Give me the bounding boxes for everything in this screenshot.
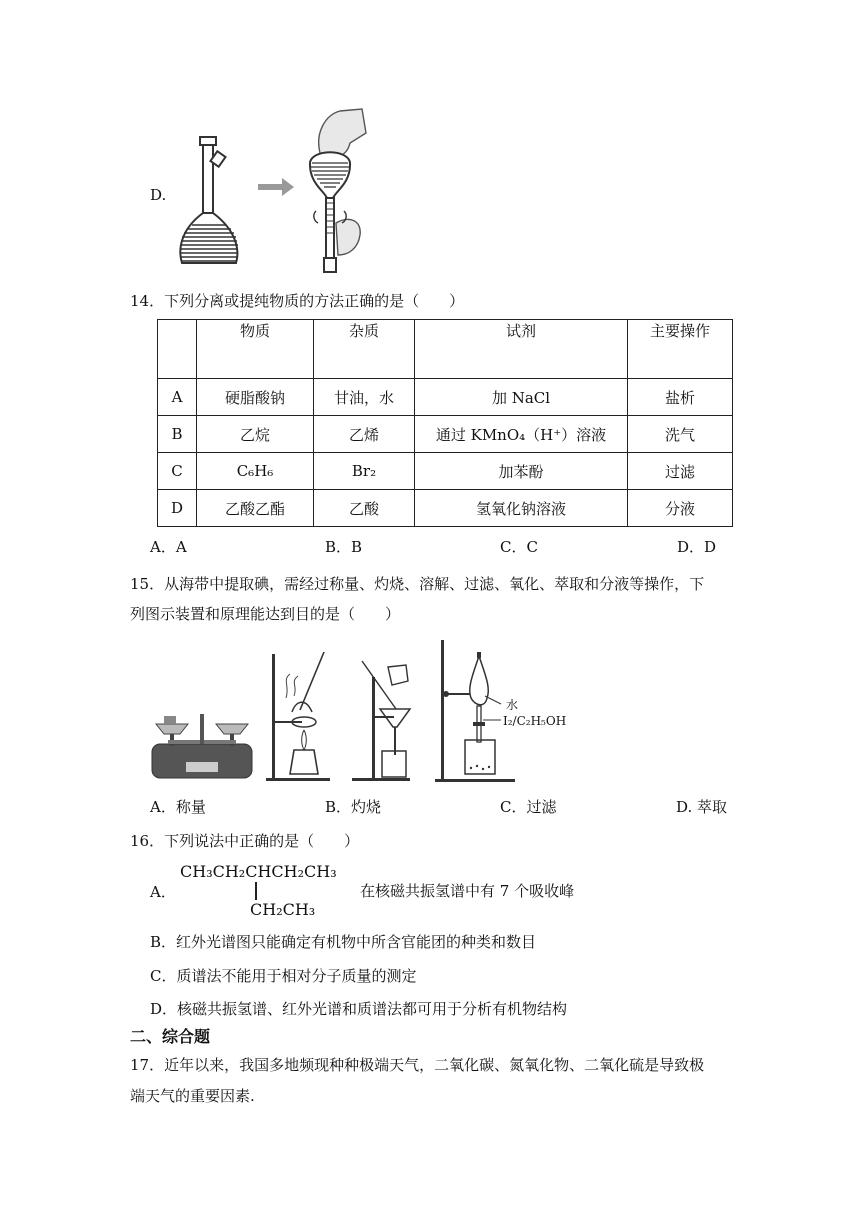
q16-option-a-text: 在核磁共振氢谱中有 7 个吸收峰: [360, 882, 575, 900]
q16-option-a-label: A．: [150, 883, 176, 901]
q15-option-a: A．称量: [150, 798, 206, 816]
q15-option-b: B．灼烧: [325, 798, 382, 816]
filtration-apparatus-figure: [350, 655, 412, 782]
q15-stem-line1: 15．从海带中提取碘，需经过称量、灼烧、溶解、过滤、氧化、萃取和分液等操作，下: [130, 575, 705, 593]
q14-option-d: D．D: [677, 538, 717, 556]
table-cell: 乙酸乙酯: [197, 490, 314, 527]
table-cell: 硬脂酸钠: [197, 379, 314, 416]
table-header-row: [158, 320, 733, 379]
structural-formula-branch: CH₂CH₃: [250, 900, 316, 919]
table-cell: B: [158, 416, 197, 453]
table-cell: 乙烯: [314, 416, 415, 453]
table-row: [158, 416, 733, 453]
table-cell: 加苯酚: [415, 453, 628, 490]
table-row: [158, 453, 733, 490]
separatory-funnel-figure: [435, 636, 575, 783]
q16-option-b: B．红外光谱图只能确定有机物中所含官能团的种类和数目: [150, 933, 537, 951]
funnel-label-water: 水: [506, 698, 519, 712]
q14-option-a: A．A: [150, 538, 187, 556]
q15-option-c: C．过滤: [500, 798, 557, 816]
table-cell: 盐析: [628, 379, 733, 416]
table-cell: 乙酸: [314, 490, 415, 527]
table-cell: D: [158, 490, 197, 527]
table-row: [158, 490, 733, 527]
table-cell: 乙烷: [197, 416, 314, 453]
table-header-cell: 试剂: [415, 320, 628, 379]
inverted-flask-with-hands-figure: [300, 103, 380, 283]
q17-line1: 17．近年以来，我国多地频现种种极端天气，二氧化碳、氮氧化物、二氧化硫是导致极: [130, 1056, 705, 1074]
q16-stem: 16．下列说法中正确的是（ ）: [130, 832, 360, 850]
table-cell: A: [158, 379, 197, 416]
table-cell: C: [158, 453, 197, 490]
q16-option-c: C．质谱法不能用于相对分子质量的测定: [150, 967, 417, 985]
table-header-cell: 杂质: [314, 320, 415, 379]
q14-stem: 14．下列分离或提纯物质的方法正确的是（ ）: [130, 292, 465, 310]
arrow-icon: [258, 178, 298, 196]
q15-stem-line2: 列图示装置和原理能达到目的是（ ）: [130, 605, 401, 623]
section-heading: 二、综合题: [130, 1027, 211, 1046]
table-header-cell: [158, 320, 197, 379]
table-cell: C₆H₆: [197, 453, 314, 490]
volumetric-flask-figure: [170, 135, 250, 275]
table-cell: 甘油，水: [314, 379, 415, 416]
q14-option-b: B．B: [325, 538, 363, 556]
table-cell: 过滤: [628, 453, 733, 490]
table-cell: 分液: [628, 490, 733, 527]
table-cell: 通过 KMnO₄（H⁺）溶液: [415, 416, 628, 453]
structural-formula-main-chain: CH₃CH₂CHCH₂CH₃: [180, 862, 337, 881]
balance-scale-figure: [150, 710, 255, 782]
table-cell: 加 NaCl: [415, 379, 628, 416]
table-cell: 氢氧化钠溶液: [415, 490, 628, 527]
q14-option-c: C．C: [500, 538, 538, 556]
q17-line2: 端天气的重要因素.: [130, 1087, 255, 1105]
table-header-cell: 主要操作: [628, 320, 733, 379]
burning-apparatus-figure: [262, 650, 332, 782]
q15-option-d: D. 萃取: [676, 798, 728, 816]
table-header-cell: 物质: [197, 320, 314, 379]
table-row: [158, 379, 733, 416]
structural-formula-bond: [255, 882, 257, 900]
q14-table: [157, 319, 733, 527]
q13-option-d-label: D.: [150, 186, 167, 204]
funnel-label-solution: I₂/C₂H₅OH: [503, 714, 567, 728]
table-cell: 洗气: [628, 416, 733, 453]
table-cell: Br₂: [314, 453, 415, 490]
q16-option-d: D．核磁共振氢谱、红外光谱和质谱法都可用于分析有机物结构: [150, 1000, 568, 1018]
